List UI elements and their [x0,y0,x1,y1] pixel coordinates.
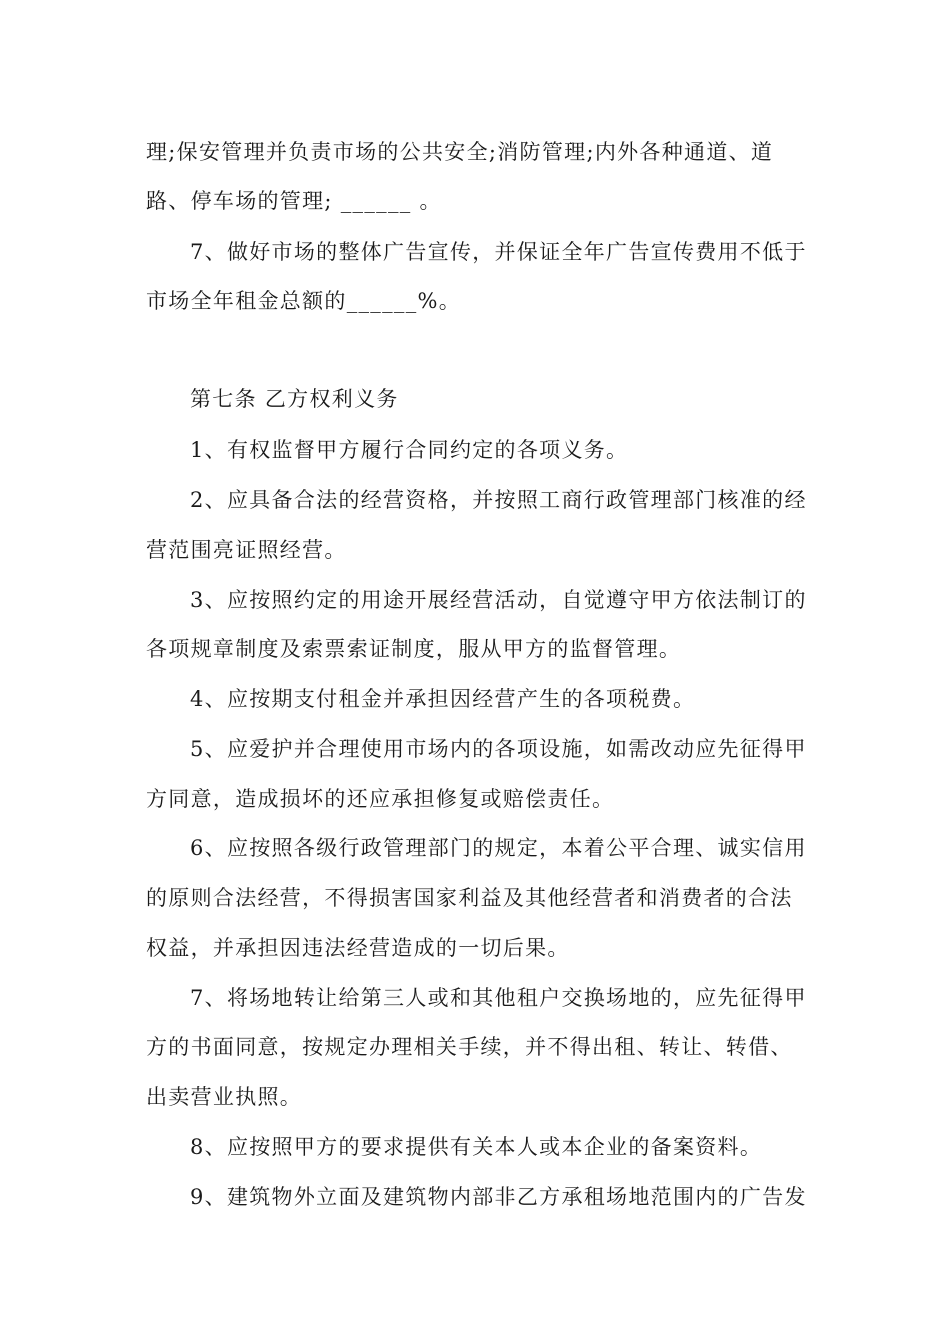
text-line: 3、应按照约定的用途开展经营活动，自觉遵守甲方依法制订的 [190,588,807,612]
text-line: 市场全年租金总额的______%。 [146,289,462,313]
text-line: 1、有权监督甲方履行合同约定的各项义务。 [190,438,629,462]
section-heading: 第七条 乙方权利义务 [190,387,399,411]
text-line: 权益，并承担因违法经营造成的一切后果。 [146,936,570,960]
text-line: 9、建筑物外立面及建筑物内部非乙方承租场地范围内的广告发 [190,1185,807,1209]
text-line: 4、应按期支付租金并承担因经营产生的各项税费。 [190,687,696,711]
text-line: 各项规章制度及索票索证制度，服从甲方的监督管理。 [146,637,682,661]
text-line: 5、应爱护并合理使用市场内的各项设施，如需改动应先征得甲 [190,737,807,761]
text-line: 路、停车场的管理; ______ 。 [146,189,442,213]
text-line: 的原则合法经营，不得损害国家利益及其他经营者和消费者的合法 [146,886,793,910]
text-line: 方同意，造成损坏的还应承担修复或赔偿责任。 [146,787,615,811]
text-line: 营范围亮证照经营。 [146,538,347,562]
text-line: 理;保安管理并负责市场的公共安全;消防管理;内外各种通道、道 [146,140,774,164]
text-line: 方的书面同意，按规定办理相关手续，并不得出租、转让、转借、 [146,1035,793,1059]
text-line: 7、做好市场的整体广告宣传，并保证全年广告宣传费用不低于 [190,240,807,264]
text-line: 2、应具备合法的经营资格，并按照工商行政管理部门核准的经 [190,488,807,512]
text-line: 7、将场地转让给第三人或和其他租户交换场地的，应先征得甲 [190,986,807,1010]
text-line: 8、应按照甲方的要求提供有关本人或本企业的备案资料。 [190,1135,763,1159]
text-line: 6、应按照各级行政管理部门的规定，本着公平合理、诚实信用 [190,836,807,860]
text-line: 出卖营业执照。 [146,1085,303,1109]
